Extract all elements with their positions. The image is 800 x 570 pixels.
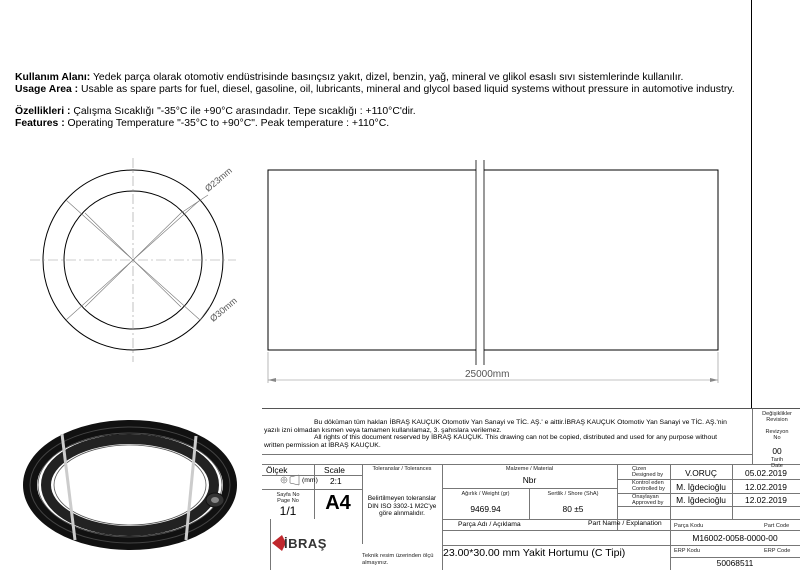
erp-label-tr: ERP Kodu: [674, 548, 701, 554]
olcek-label: Ölçek: [266, 465, 288, 475]
features-en-label: Features :: [15, 117, 65, 129]
erp-value: 50068511: [716, 558, 754, 568]
erp-label-en: ERP Code: [764, 548, 791, 554]
tolerances-label: Toleranslar / Tolerances: [372, 466, 432, 472]
sheet-label: Sayfa No Page No: [276, 492, 300, 504]
hose-side-view: [268, 160, 718, 383]
weight-label: Ağırlık / Weight (gr): [461, 491, 510, 497]
revision-no-label: Revizyon No: [765, 429, 789, 441]
arrow-left: [268, 378, 276, 382]
designed-value: V.ORUÇ: [685, 468, 717, 478]
scale-value: 2:1: [330, 476, 342, 486]
date-label: Tarih Date: [770, 457, 784, 469]
leader-outer: [200, 306, 210, 320]
paper-size: A4: [325, 492, 351, 514]
hardness-label: Sertlik / Shore (ShA): [547, 491, 599, 497]
part-code-value: M16002-0058-0000-00: [692, 533, 778, 543]
mm-label: (mm): [302, 477, 318, 484]
copyright-en: All rights of this document reserved by İBRAŞ KAUÇUK. This drawing can not be copied, distributed and used for any purpose without: [314, 434, 717, 442]
date-designed: 05.02.2019: [745, 468, 787, 478]
title-block: [262, 408, 800, 570]
hose-coil-photo: [30, 427, 230, 543]
part-name-value: 23.00*30.00 mm Yakit Hortumu (C Tipi): [443, 547, 626, 559]
copyright-en-2: written permission at İBRAŞ KAUÇUK.: [264, 441, 381, 449]
scale-label: Scale: [324, 465, 345, 475]
approved-value: M. İğdecioğlu: [676, 495, 726, 505]
designed-label: Çizen Designed by: [632, 466, 664, 478]
part-name-label-en: Part Name / Explanation: [588, 520, 662, 527]
material-label: Malzeme / Material: [505, 466, 554, 472]
sheet-value: 1/1: [279, 504, 297, 518]
tolerances-text: Belirtilmeyen toleranslar DIN ISO 3302-1 M2C'ye göre alınmalıdır.: [367, 495, 437, 518]
usage-tr-label: Kullanım Alanı:: [15, 72, 91, 83]
revisions-label: Değişiklikler Revision: [762, 411, 792, 423]
material-value: Nbr: [522, 475, 537, 485]
usage-tr-text: Yedek parça olarak otomotiv endüstrisinde basınçsız yakıt, dizel, benzin, yağ, mineral ve glikol esaslı sıvı sistemlerinde kullanılır.: [90, 72, 684, 83]
revision-no-value: 00: [772, 446, 782, 456]
arrow-right: [710, 378, 718, 382]
weight-value: 9469.94: [470, 504, 501, 514]
inner-diameter-label: Ø23mm: [203, 165, 234, 194]
date-approved: 12.02.2019: [745, 495, 787, 505]
features-en-text: Operating Temperature "-35°C to +90°C". Peak temperature : +110°C.: [64, 117, 390, 129]
logo-text: İBRAŞ: [284, 536, 327, 551]
controlled-label: Kontrol eden Controlled by: [632, 480, 665, 492]
part-code-label-tr: Parça Kodu: [674, 523, 704, 529]
outer-diameter-label: Ø30mm: [208, 295, 239, 324]
length-label: 25000mm: [465, 369, 510, 380]
features-tr-label: Özellikleri :: [15, 106, 71, 118]
features-tr-text: Çalışma Sıcaklığı "-35°C ile +90°C arasındadır. Tepe sıcaklığı : +110°C'dir.: [70, 106, 416, 118]
part-name-label-tr: Parça Adı / Açıklama: [458, 521, 521, 528]
controlled-value: M. İğdecioğlu: [676, 482, 726, 492]
date-controlled: 12.02.2019: [745, 482, 787, 492]
copyright-text: [264, 419, 752, 449]
hardness-value: 80 ±5: [562, 504, 584, 514]
copyright-tr-2: yazılı izni olmadan kısmen veya tamamen kullanılamaz, 3. şahıslara verilemez.: [264, 426, 502, 434]
hose-rectangle: [268, 170, 718, 350]
usage-en-text: Usable as spare parts for fuel, diesel, gasoline, oil, lubricants, mineral and glycol based liquid systems without pressure in automotive industry.: [78, 83, 735, 95]
usage-en-label: Usage Area :: [15, 83, 79, 95]
copyright-tr: Bu döküman tüm hakları İBRAŞ KAUÇUK Otomotiv Yan Sanayi ve TİC. AŞ.' e aittir.İBRAŞ KAUÇUK Otomotiv Yan Sanayi ve TİC. AŞ.'nin: [314, 419, 727, 426]
note-text: Teknik resim üzerinden ölçü almayınız.: [362, 553, 434, 566]
part-code-label-en: Part Code: [764, 523, 790, 529]
approved-label: Onaylayan Approved by: [632, 494, 664, 506]
